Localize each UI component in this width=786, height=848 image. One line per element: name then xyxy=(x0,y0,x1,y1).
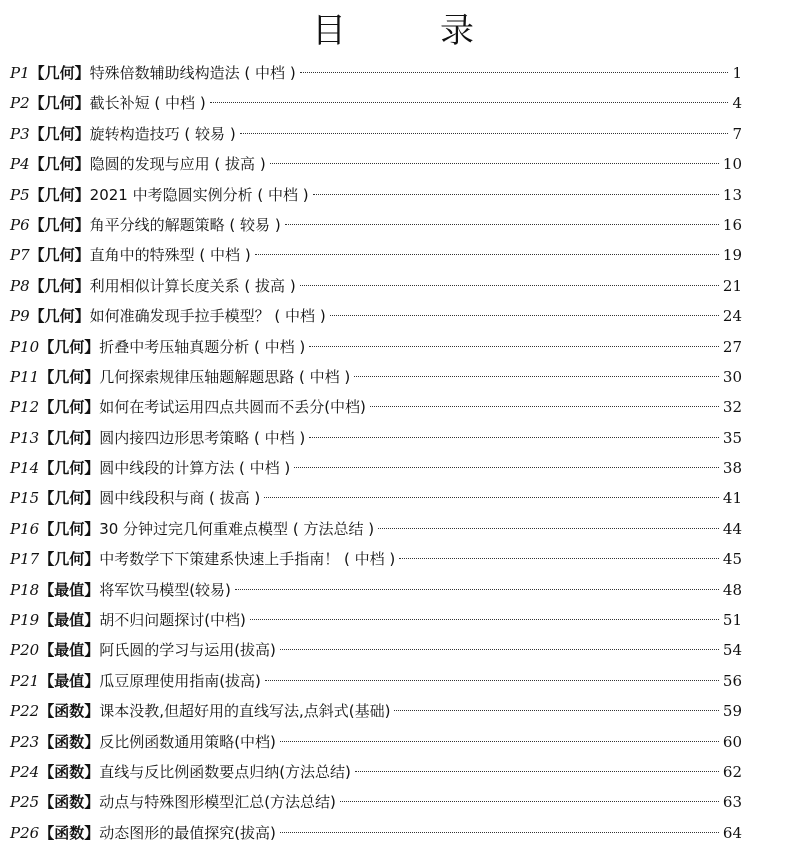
entry-page-number: 44 xyxy=(722,519,742,538)
dot-leader xyxy=(270,163,719,164)
entry-page-number: 21 xyxy=(722,276,742,295)
entry-title: 瓜豆原理使用指南(拔高) xyxy=(99,671,261,690)
toc-entry-25[interactable] xyxy=(10,787,742,817)
dot-leader xyxy=(378,528,719,529)
dot-leader xyxy=(210,102,729,103)
dot-leader xyxy=(370,406,719,407)
entry-page-number: 62 xyxy=(722,762,742,781)
entry-category: 【函数】 xyxy=(39,732,100,751)
page-title: 目 录 xyxy=(312,11,504,51)
entry-title: 反比例函数通用策略(中档) xyxy=(99,732,276,751)
entry-title: 圆内接四边形思考策略 ( 中档 ) xyxy=(99,428,306,447)
entry-category: 【几何】 xyxy=(29,215,90,234)
entry-category: 【几何】 xyxy=(29,94,90,113)
entry-page-number: 16 xyxy=(722,215,742,234)
toc-entry-14[interactable] xyxy=(10,453,742,483)
entry-number: P26 xyxy=(10,823,40,842)
entry-number: P3 xyxy=(10,124,30,143)
entry-category: 【几何】 xyxy=(29,155,90,174)
toc-entry-20[interactable] xyxy=(10,635,742,665)
dot-leader xyxy=(300,72,729,73)
dot-leader xyxy=(265,680,719,681)
dot-leader xyxy=(240,133,729,134)
toc-entry-2[interactable] xyxy=(10,88,742,118)
toc-entry-16[interactable] xyxy=(10,514,742,544)
entry-page-number: 64 xyxy=(722,823,742,842)
toc-entry-13[interactable] xyxy=(10,423,742,453)
entry-number: P21 xyxy=(10,671,40,690)
entry-category: 【函数】 xyxy=(39,702,100,721)
entry-number: P15 xyxy=(10,489,40,508)
entry-page-number: 32 xyxy=(722,398,742,417)
entry-category: 【几何】 xyxy=(39,337,100,356)
entry-title: 动态图形的最值探究(拔高) xyxy=(99,823,276,842)
dot-leader xyxy=(309,346,719,347)
toc-entry-8[interactable] xyxy=(10,271,742,301)
entry-category: 【最值】 xyxy=(39,611,100,630)
entry-page-number: 56 xyxy=(722,671,742,690)
table-of-contents xyxy=(10,58,742,848)
entry-category: 【几何】 xyxy=(39,489,100,508)
toc-entry-9[interactable] xyxy=(10,301,742,331)
entry-title: 中考数学下下策建系快速上手指南！ ( 中档 ) xyxy=(99,550,396,569)
entry-page-number: 45 xyxy=(722,550,742,569)
entry-title: 将军饮马模型(较易) xyxy=(99,580,231,599)
entry-number: P14 xyxy=(10,459,40,478)
dot-leader xyxy=(255,254,719,255)
dot-leader xyxy=(309,437,719,438)
dot-leader xyxy=(394,710,718,711)
entry-number: P13 xyxy=(10,428,40,447)
entry-title: 隐圆的发现与应用 ( 拔高 ) xyxy=(89,155,266,174)
entry-page-number: 51 xyxy=(722,611,742,630)
entry-category: 【几何】 xyxy=(39,398,100,417)
entry-title: 直角中的特殊型 ( 中档 ) xyxy=(89,246,251,265)
entry-number: P18 xyxy=(10,580,40,599)
entry-number: P4 xyxy=(10,155,30,174)
entry-number: P24 xyxy=(10,762,40,781)
dot-leader xyxy=(300,285,719,286)
toc-entry-17[interactable] xyxy=(10,544,742,574)
entry-title: 角平分线的解题策略 ( 较易 ) xyxy=(89,215,281,234)
entry-number: P16 xyxy=(10,519,40,538)
dot-leader xyxy=(235,589,719,590)
entry-title: 30 分钟过完几何重难点模型 ( 方法总结 ) xyxy=(99,519,375,538)
entry-title: 圆中线段积与商 ( 拔高 ) xyxy=(99,489,261,508)
entry-page-number: 59 xyxy=(722,702,742,721)
entry-title: 几何探索规律压轴题解题思路 ( 中档 ) xyxy=(99,367,351,386)
entry-title: 旋转构造技巧 ( 较易 ) xyxy=(89,124,236,143)
entry-number: P23 xyxy=(10,732,40,751)
entry-number: P6 xyxy=(10,215,30,234)
toc-entry-6[interactable] xyxy=(10,210,742,240)
entry-number: P10 xyxy=(10,337,40,356)
entry-title: 如何在考试运用四点共圆而不丢分(中档) xyxy=(99,398,366,417)
entry-category: 【几何】 xyxy=(39,550,100,569)
entry-page-number: 24 xyxy=(722,307,742,326)
dot-leader xyxy=(264,497,719,498)
entry-number: P5 xyxy=(10,185,30,204)
entry-page-number: 1 xyxy=(732,64,742,82)
dot-leader xyxy=(354,376,719,377)
toc-entry-4[interactable] xyxy=(10,149,742,179)
entry-number: P9 xyxy=(10,307,30,326)
entry-number: P19 xyxy=(10,611,40,630)
dot-leader xyxy=(280,832,719,833)
dot-leader xyxy=(250,619,719,620)
dot-leader xyxy=(313,194,719,195)
entry-title: 利用相似计算长度关系 ( 拔高 ) xyxy=(89,276,296,295)
entry-number: P11 xyxy=(10,367,40,386)
toc-entry-19[interactable] xyxy=(10,605,742,635)
entry-title: 阿氏圆的学习与运用(拔高) xyxy=(99,641,276,660)
entry-category: 【函数】 xyxy=(39,762,100,781)
entry-title: 如何准确发现手拉手模型？ ( 中档 ) xyxy=(89,307,326,326)
toc-entry-22[interactable] xyxy=(10,696,742,726)
entry-category: 【几何】 xyxy=(39,519,100,538)
entry-title: 直线与反比例函数要点归纳(方法总结) xyxy=(99,762,351,781)
toc-entry-3[interactable] xyxy=(10,119,742,149)
entry-category: 【几何】 xyxy=(39,428,100,447)
dot-leader xyxy=(399,558,719,559)
entry-category: 【几何】 xyxy=(29,185,90,204)
entry-category: 【几何】 xyxy=(39,459,100,478)
entry-page-number: 7 xyxy=(732,124,742,143)
entry-title: 截长补短 ( 中档 ) xyxy=(89,94,206,113)
entry-title: 特殊倍数辅助线构造法 ( 中档 ) xyxy=(89,64,296,82)
toc-entry-11[interactable] xyxy=(10,362,742,392)
entry-page-number: 19 xyxy=(722,246,742,265)
entry-page-number: 63 xyxy=(722,793,742,812)
entry-title: 动点与特殊图形模型汇总(方法总结) xyxy=(99,793,336,812)
toc-entry-18[interactable] xyxy=(10,575,742,605)
entry-category: 【几何】 xyxy=(29,246,90,265)
entry-category: 【函数】 xyxy=(39,823,100,842)
entry-number: P12 xyxy=(10,398,40,417)
entry-page-number: 60 xyxy=(722,732,742,751)
toc-entry-23[interactable] xyxy=(10,727,742,757)
entry-page-number: 38 xyxy=(722,459,742,478)
entry-number: P17 xyxy=(10,550,40,569)
toc-entry-15[interactable] xyxy=(10,483,742,513)
toc-entry-21[interactable] xyxy=(10,666,742,696)
toc-entry-7[interactable] xyxy=(10,240,742,270)
dot-leader xyxy=(285,224,719,225)
dot-leader xyxy=(355,771,719,772)
entry-title: 2021 中考隐圆实例分析 ( 中档 ) xyxy=(89,185,309,204)
entry-page-number: 10 xyxy=(722,155,742,174)
toc-entry-5[interactable] xyxy=(10,180,742,210)
entry-page-number: 54 xyxy=(722,641,742,660)
entry-category: 【最值】 xyxy=(39,580,100,599)
entry-title: 折叠中考压轴真题分析 ( 中档 ) xyxy=(99,337,306,356)
entry-category: 【几何】 xyxy=(29,276,90,295)
entry-number: P22 xyxy=(10,702,40,721)
entry-number: P25 xyxy=(10,793,40,812)
dot-leader xyxy=(280,649,719,650)
toc-entry-12[interactable] xyxy=(10,392,742,422)
entry-category: 【最值】 xyxy=(39,671,100,690)
entry-page-number: 27 xyxy=(722,337,742,356)
entry-page-number: 30 xyxy=(722,367,742,386)
entry-number: P2 xyxy=(10,94,30,113)
entry-title: 胡不归问题探讨(中档) xyxy=(99,611,246,630)
entry-page-number: 13 xyxy=(722,185,742,204)
entry-category: 【几何】 xyxy=(29,124,90,143)
toc-entry-10[interactable] xyxy=(10,332,742,362)
entry-page-number: 35 xyxy=(722,428,742,447)
entry-page-number: 48 xyxy=(722,580,742,599)
entry-page-number: 41 xyxy=(722,489,742,508)
dot-leader xyxy=(330,315,719,316)
entry-number: P7 xyxy=(10,246,30,265)
dot-leader xyxy=(280,741,719,742)
dot-leader xyxy=(340,801,719,802)
dot-leader xyxy=(294,467,719,468)
entry-category: 【几何】 xyxy=(29,307,90,326)
toc-entry-1[interactable] xyxy=(10,58,742,88)
entry-title: 课本没教,但超好用的直线写法,点斜式(基础) xyxy=(99,702,391,721)
entry-title: 圆中线段的计算方法 ( 中档 ) xyxy=(99,459,291,478)
entry-category: 【函数】 xyxy=(39,793,100,812)
toc-entry-24[interactable] xyxy=(10,757,742,787)
toc-entry-26[interactable] xyxy=(10,818,742,848)
entry-number: P20 xyxy=(10,641,40,660)
entry-number: P1 xyxy=(10,64,30,82)
entry-category: 【几何】 xyxy=(39,367,100,386)
entry-number: P8 xyxy=(10,276,30,295)
entry-category: 【最值】 xyxy=(39,641,100,660)
entry-page-number: 4 xyxy=(732,94,742,113)
entry-category: 【几何】 xyxy=(29,64,90,82)
